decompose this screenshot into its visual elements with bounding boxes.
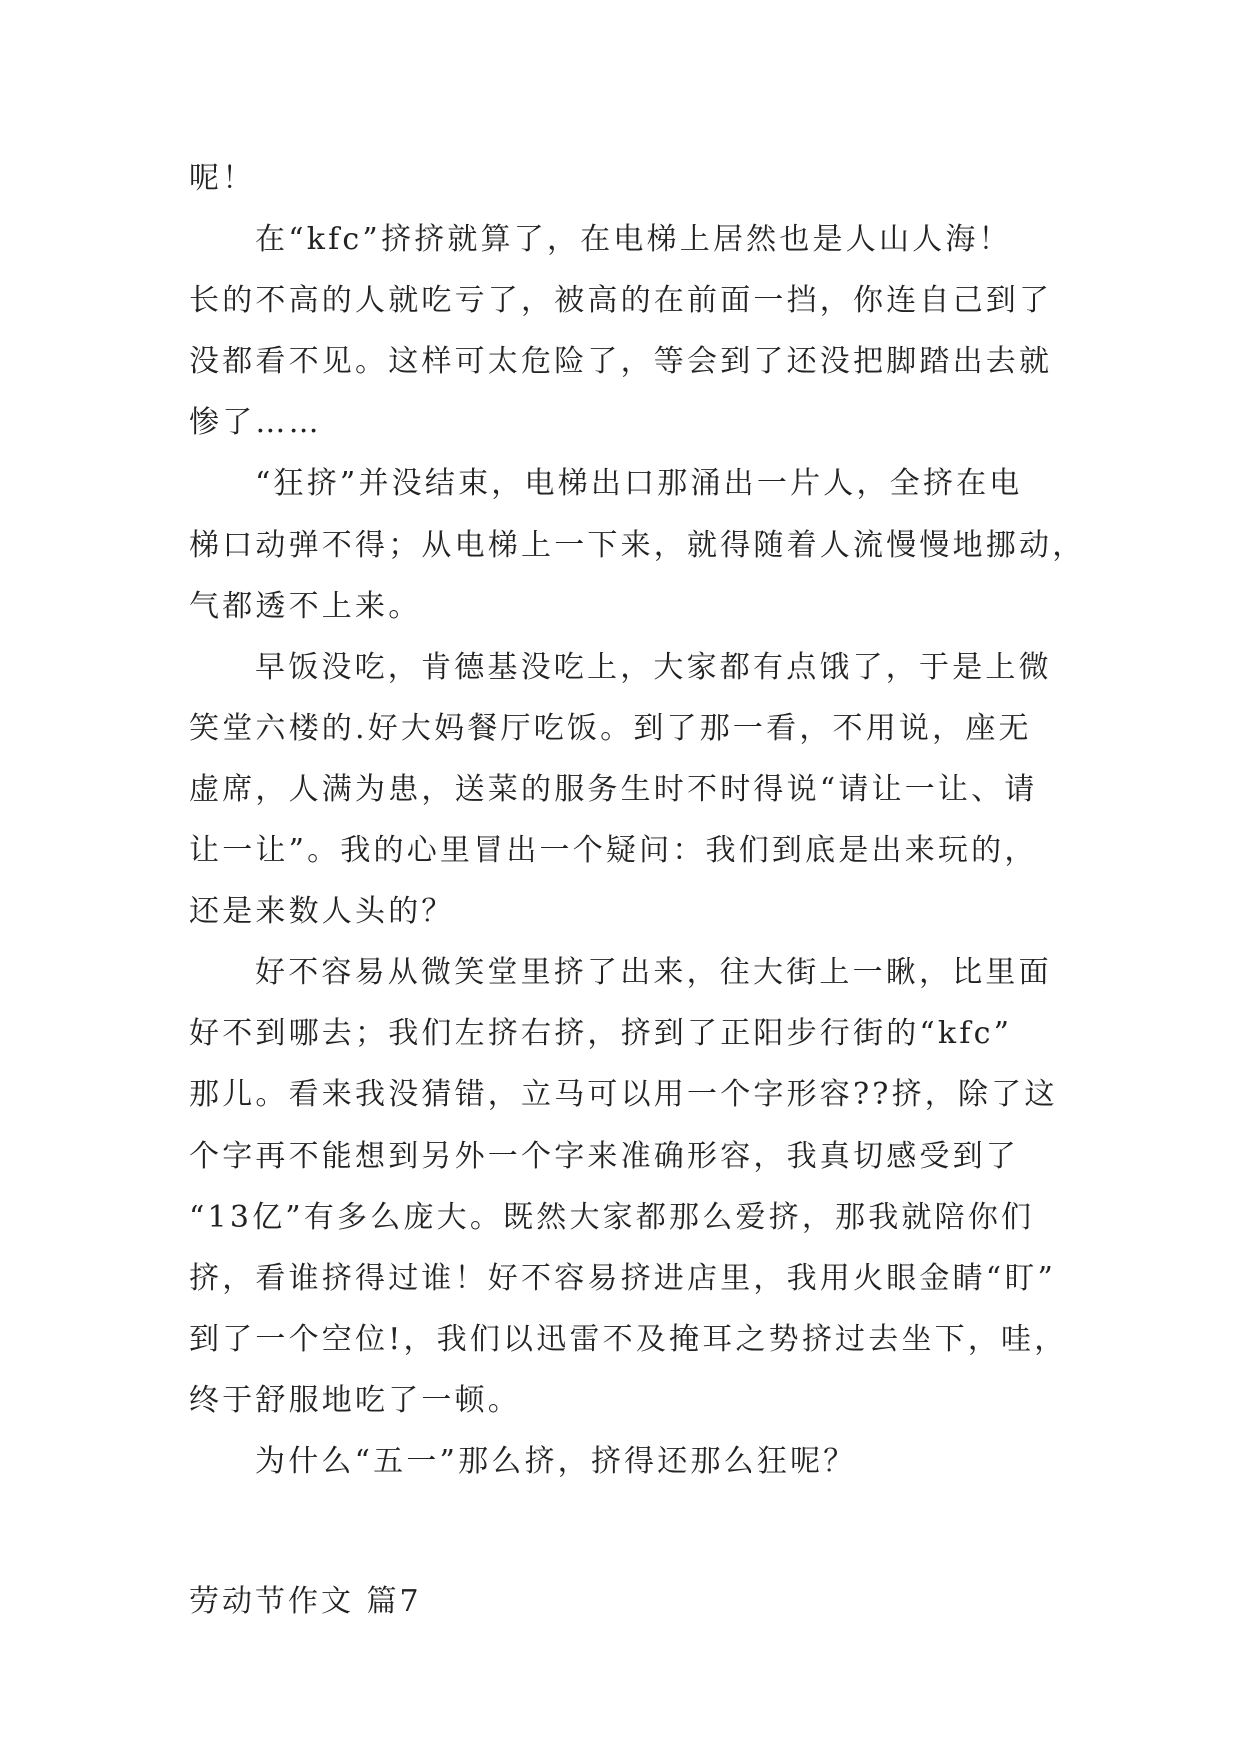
text-line: 虚席，人满为患，送菜的服务生时不时得说“请让一让、请 [189,771,1038,807]
text-line: 好不容易从微笑堂里挤了出来，往大街上一瞅，比里面 [255,955,1052,991]
text-line: 到了一个空位!，我们以迅雷不及掩耳之势挤过去坐下，哇， [189,1321,1068,1357]
text-line: 为什么“五一”那么挤，挤得还那么狂呢？ [255,1443,857,1479]
section-heading: 劳动节作文 篇7 [189,1584,422,1620]
text-line: 笑堂六楼的.好大妈餐厅吃饭。到了那一看，不用说，座无 [189,710,1032,746]
text-line: 在“kfc”挤挤就算了，在电梯上居然也是人山人海！ [255,222,1012,258]
text-line: 让一让”。我的心里冒出一个疑问：我们到底是出来玩的， [189,833,1038,869]
text-line: 还是来数人头的？ [189,894,455,930]
text-line: 惨了…… [189,405,322,441]
text-line: 早饭没吃，肯德基没吃上，大家都有点饿了，于是上微 [255,649,1052,685]
text-line: 终于舒服地吃了一顿。 [189,1382,521,1418]
text-line: “狂挤”并没结束，电梯出口那涌出一片人，全挤在电 [255,466,1023,502]
text-line: 气都透不上来。 [189,588,422,624]
text-line: 好不到哪去；我们左挤右挤，挤到了正阳步行街的“kfc” [189,1016,1013,1052]
text-line: 个字再不能想到另外一个字来准确形容，我真切感受到了 [189,1138,1019,1174]
text-line: 梯口动弹不得；从电梯上一下来，就得随着人流慢慢地挪动， [189,527,1086,563]
text-line: 没都看不见。这样可太危险了，等会到了还没把脚踏出去就 [189,344,1053,380]
document-page [189,148,1086,1632]
text-line: “13亿”有多么庞大。既然大家都那么爱挤，那我就陪你们 [189,1199,1035,1235]
section-gap [189,1492,1061,1571]
text-line: 长的不高的人就吃亏了，被高的在前面一挡，你连自己到了 [189,283,1053,319]
text-line: 呢！ [189,161,256,196]
text-line: 挤，看谁挤得过谁！好不容易挤进店里，我用火眼金睛“盯” [189,1260,1057,1296]
text-line: 那儿。看来我没猜错，立马可以用一个字形容??挤，除了这 [189,1077,1058,1113]
